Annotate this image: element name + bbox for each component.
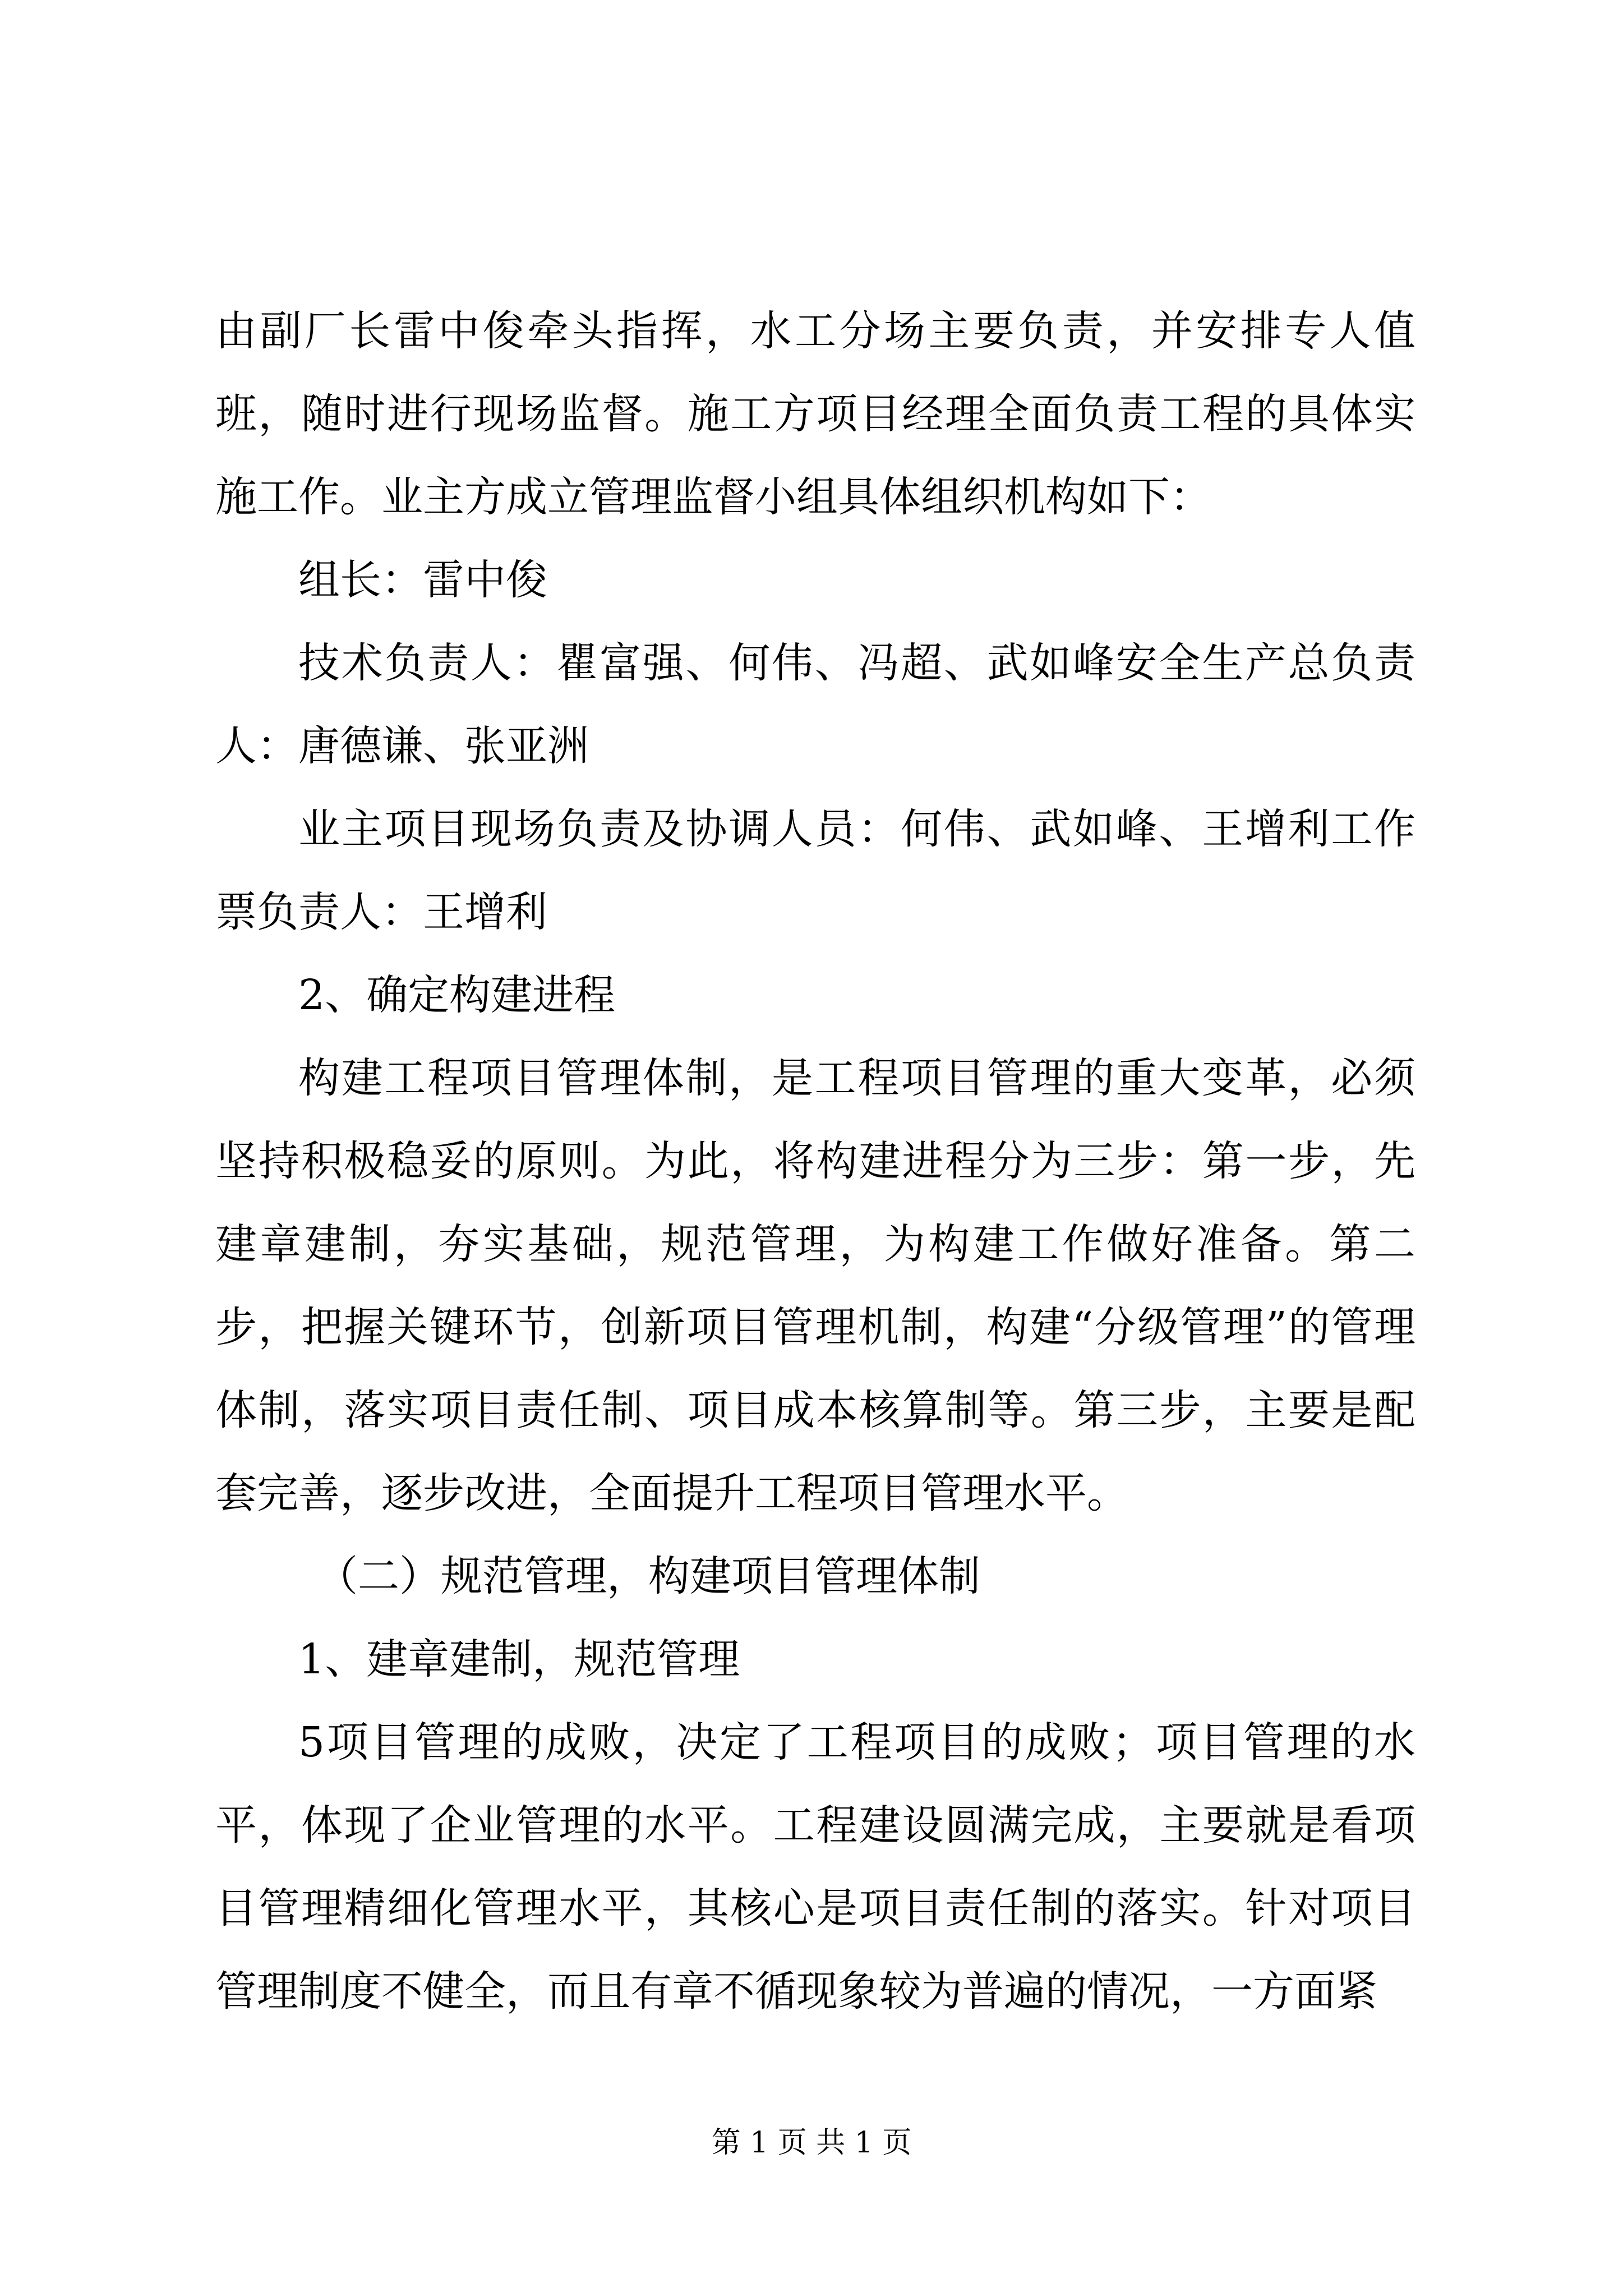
paragraph-technical-leads: 技术负责人：瞿富强、何伟、冯超、武如峰安全生产总负责人：唐德谦、张亚洲 xyxy=(215,639,1415,770)
document-body xyxy=(215,289,1415,2033)
paragraph-team-leader: 组长：雷中俊 xyxy=(298,556,547,604)
section-heading-rules: 1、建章建制，规范管理 xyxy=(298,1635,740,1683)
paragraph-organization: 由副厂长雷中俊牵头指挥，水工分场主要负责，并安排专人值班，随时进行现场监督。施工方项目经理全面负责工程的具体实施工作。业主方成立管理监督小组具体组织机构如下： xyxy=(215,307,1415,521)
paragraph-construction-steps: 构建工程项目管理体制，是工程项目管理的重大变革，必须坚持积极稳妥的原则。为此，将构建进程分为三步：第一步，先建章建制，夯实基础，规范管理，为构建工作做好准备。第二步，把握关键环节，创新项目管理机制，构建“分级管理”的管理体制，落实项目责任制、项目成本核算制等。第三步，主要是配套完善，逐步改进，全面提升工程项目管理水平。 xyxy=(215,1054,1415,1517)
page-footer: 第 1 页 共 1 页 xyxy=(711,2126,912,2160)
paragraph-site-coordinators: 业主项目现场负责及协调人员：何伟、武如峰、王增利工作票负责人：王增利 xyxy=(215,805,1415,936)
section-heading-construction-process: 2、确定构建进程 xyxy=(298,971,616,1019)
section-heading-standard-management: （二）规范管理，构建项目管理体制 xyxy=(316,1552,980,1600)
paragraph-project-management: 5项目管理的成败，决定了工程项目的成败；项目管理的水平，体现了企业管理的水平。工程建设圆满完成，主要就是看项目管理精细化管理水平，其核心是项目责任制的落实。针对项目管理制度不健全，而且有章不循现象较为普遍的情况，一方面紧 xyxy=(215,1718,1415,2016)
